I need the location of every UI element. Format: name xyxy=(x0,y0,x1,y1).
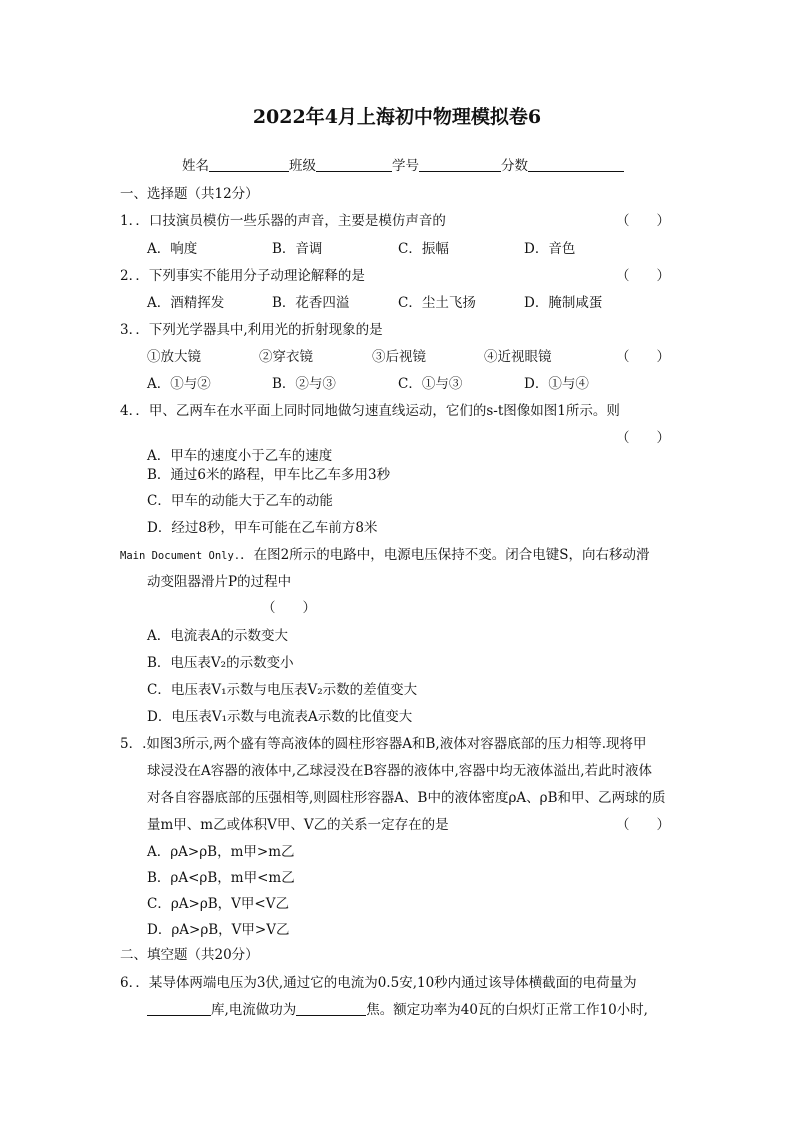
q3-item-4: ④近视眼镜 xyxy=(484,349,552,365)
q3-option-c[interactable]: C．①与③ xyxy=(398,376,463,392)
q3-item-3: ③后视镜 xyxy=(372,349,426,365)
q2-option-b[interactable]: B．花香四溢 xyxy=(272,295,350,311)
score-blank[interactable] xyxy=(528,157,624,172)
q5-stem-line4: 量m甲、m乙或体积V甲、V乙的关系一定存在的是 xyxy=(147,817,449,833)
q5-stem-line3: 对各自容器底部的压强相等,则圆柱形容器A、B中的液体密度ρA、ρB和甲、乙两球的质 xyxy=(147,790,666,806)
q2-option-c[interactable]: C．尘土飞扬 xyxy=(398,295,476,311)
id-blank[interactable] xyxy=(419,157,501,172)
q2-option-d[interactable]: D．腌制咸蛋 xyxy=(524,295,603,311)
name-blank[interactable] xyxy=(209,157,289,172)
qmain-answer-paren[interactable]: （ ） xyxy=(262,600,316,616)
q5-answer-paren[interactable]: （ ） xyxy=(616,817,670,833)
qmain-stem-line2: 动变阻器滑片P的过程中 xyxy=(147,574,292,590)
qmain-option-d[interactable]: D．电压表V₁示数与电流表A示数的比值变大 xyxy=(147,709,413,725)
q6-blank-2[interactable] xyxy=(296,1001,366,1016)
q1-stem: 1．．口技演员模仿一些乐器的声音，主要是模仿声音的 xyxy=(120,213,446,229)
q3-item-1: ①放大镜 xyxy=(147,349,201,365)
q4-option-c[interactable]: C．甲车的动能大于乙车的动能 xyxy=(147,493,333,509)
q1-option-d[interactable]: D．音色 xyxy=(524,241,576,257)
q6-part-a: 库,电流做功为 xyxy=(211,1002,297,1018)
q3-item-2: ②穿衣镜 xyxy=(259,349,313,365)
q4-option-a[interactable]: A．甲车的速度小于乙车的速度 xyxy=(147,448,333,464)
q3-option-b[interactable]: B．②与③ xyxy=(272,376,336,392)
q5-option-a[interactable]: A．ρA>ρB，m甲>m乙 xyxy=(147,844,295,860)
q5-option-b[interactable]: B．ρA<ρB，m甲<m乙 xyxy=(147,870,295,886)
qmain-option-c[interactable]: C．电压表V₁示数与电压表V₂示数的差值变大 xyxy=(147,682,418,698)
q2-answer-paren[interactable]: （ ） xyxy=(616,268,670,284)
q6-blank-1[interactable] xyxy=(147,1001,211,1016)
q6-part-b: 焦。额定功率为40瓦的白炽灯正常工作10小时, xyxy=(366,1002,648,1018)
q4-answer-paren[interactable]: （ ） xyxy=(616,430,670,446)
section-fill-heading: 二、填空题（共20分） xyxy=(120,947,259,963)
id-label: 学号 xyxy=(392,158,419,174)
q6-stem-line2 xyxy=(147,998,648,1018)
q4-stem: 4．．甲、乙两车在水平面上同时同地做匀速直线运动，它们的s-t图像如图1所示。则 xyxy=(120,403,620,419)
q1-option-a[interactable]: A．响度 xyxy=(147,241,198,257)
q3-stem: 3．．下列光学器具中,利用光的折射现象的是 xyxy=(120,322,383,338)
q5-option-c[interactable]: C．ρA>ρB，V甲<V乙 xyxy=(147,896,289,912)
q4-option-d[interactable]: D．经过8秒，甲车可能在乙车前方8米 xyxy=(147,520,378,536)
q5-option-d[interactable]: D．ρA>ρB，V甲>V乙 xyxy=(147,922,290,938)
name-label: 姓名 xyxy=(182,158,209,174)
q3-option-d[interactable]: D．①与④ xyxy=(524,376,589,392)
q3-answer-paren[interactable]: （ ） xyxy=(616,349,670,365)
q6-stem-line1: 6．．某导体两端电压为3伏,通过它的电流为0.5安,10秒内通过该导体横截面的电荷量为 xyxy=(120,975,637,991)
q5-stem-line1: 5．.如图3所示,两个盛有等高液体的圆柱形容器A和B,液体对容器底部的压力相等.现将甲 xyxy=(120,736,647,752)
q1-option-b[interactable]: B．音调 xyxy=(272,241,323,257)
qmain-prefix: Main Document Only. xyxy=(120,550,241,562)
q5-stem-line2: 球浸没在A容器的液体中,乙球浸没在B容器的液体中,容器中均无液体溢出,若此时液体 xyxy=(147,763,653,779)
q1-option-c[interactable]: C．振幅 xyxy=(398,241,449,257)
page-title: 2022年4月上海初中物理模拟卷6 xyxy=(252,106,542,128)
score-label: 分数 xyxy=(501,158,528,174)
class-blank[interactable] xyxy=(316,157,392,172)
qmain-option-b[interactable]: B．电压表V₂的示数变小 xyxy=(147,655,294,671)
qmain-stem: ．在图2所示的电路中，电源电压保持不变。闭合电键S，向右移动滑 xyxy=(240,547,650,563)
q1-answer-paren[interactable]: （ ） xyxy=(616,213,670,229)
q3-option-a[interactable]: A．①与② xyxy=(147,376,211,392)
section-choice-heading: 一、选择题（共12分） xyxy=(120,186,259,202)
q2-option-a[interactable]: A．酒精挥发 xyxy=(147,295,225,311)
class-label: 班级 xyxy=(289,158,316,174)
q4-option-b[interactable]: B．通过6米的路程，甲车比乙车多用3秒 xyxy=(147,467,391,483)
qmain-stem-line1 xyxy=(120,543,649,563)
q2-stem: 2．．下列事实不能用分子动理论解释的是 xyxy=(120,268,365,284)
qmain-option-a[interactable]: A．电流表A的示数变大 xyxy=(147,628,288,644)
student-info-line xyxy=(182,154,624,174)
